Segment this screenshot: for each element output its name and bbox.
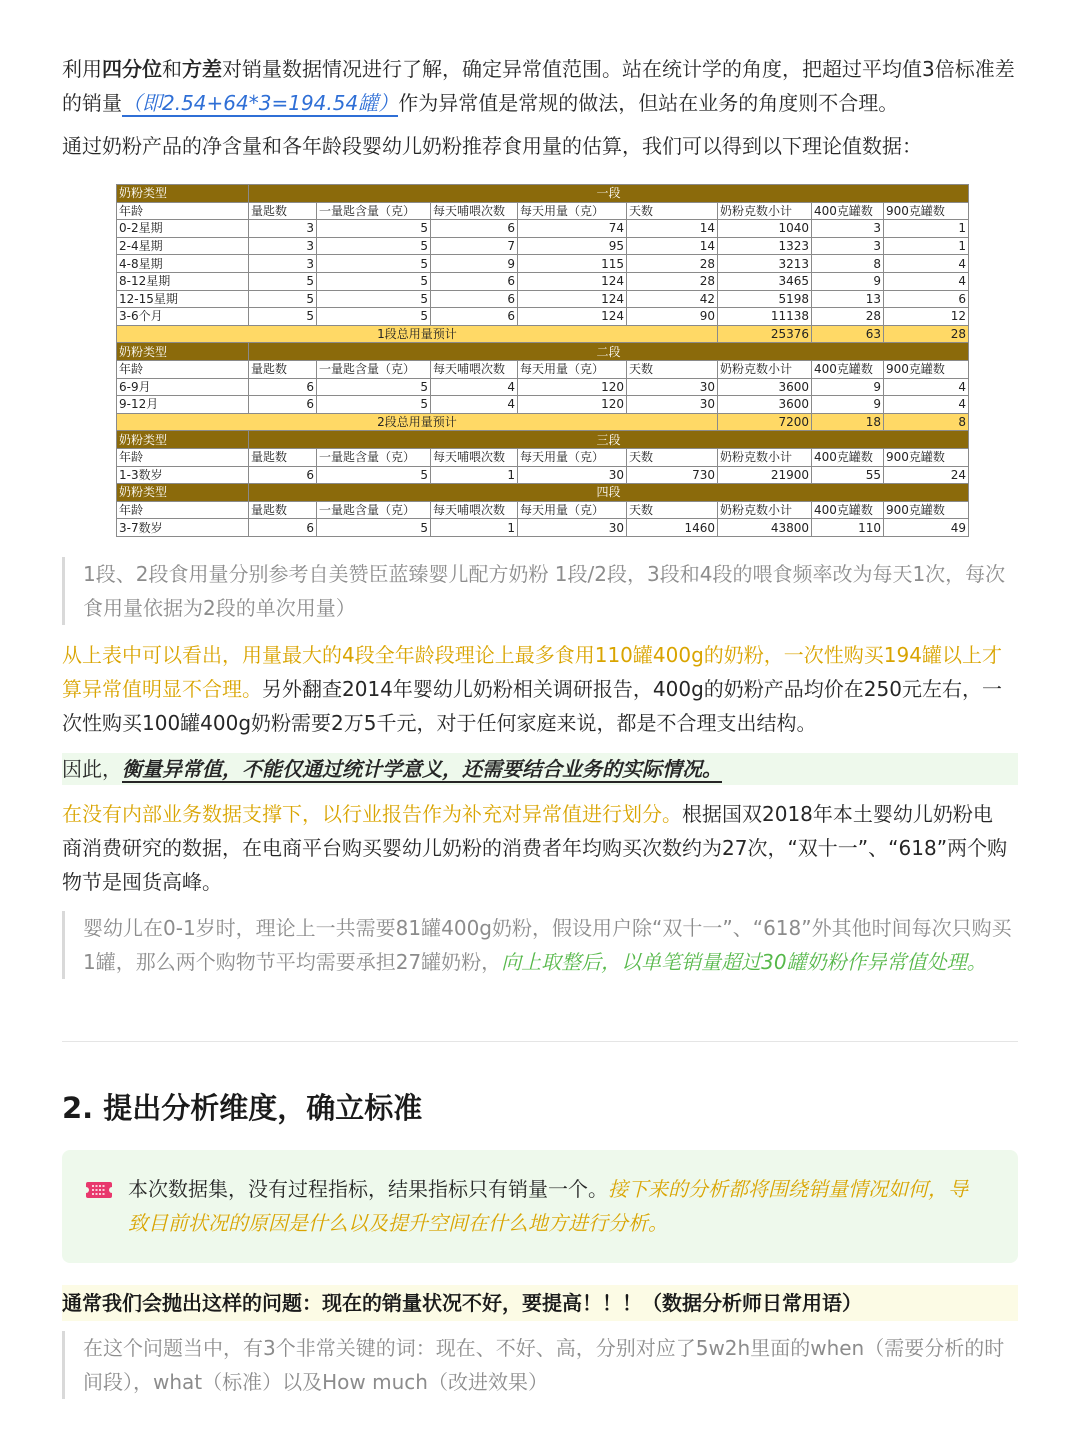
value-cell: 43800 — [718, 519, 812, 537]
column-header-cell: 奶粉克数小计 — [718, 360, 812, 378]
value-cell: 6 — [431, 220, 518, 238]
column-header-cell: 一量匙含量（克） — [317, 202, 431, 220]
total-row — [117, 325, 969, 343]
table-intro-paragraph: 通过奶粉产品的净含量和各年龄段婴幼儿奶粉推荐食用量的估算，我们可以得到以下理论值数据： — [62, 134, 922, 158]
value-cell: 3213 — [718, 255, 812, 273]
column-header-cell: 年龄 — [117, 202, 249, 220]
table-row — [117, 272, 969, 290]
value-cell: 14 — [627, 237, 718, 255]
age-cell: 4-8星期 — [117, 255, 249, 273]
value-cell: 120 — [518, 378, 627, 396]
column-header-cell: 每天用量（克） — [518, 202, 627, 220]
quartile-term: 四分位 — [102, 57, 162, 81]
age-cell: 1-3数岁 — [117, 466, 249, 484]
section-header-row — [117, 484, 969, 502]
value-cell: 13 — [812, 290, 884, 308]
value-cell: 4 — [431, 378, 518, 396]
value-cell: 11138 — [718, 308, 812, 326]
outlier-formula: （即2.54+64*3=194.54罐） — [122, 91, 399, 115]
value-cell: 5 — [317, 290, 431, 308]
total-grams-cell: 25376 — [718, 325, 812, 343]
table-row — [117, 290, 969, 308]
value-cell: 4 — [884, 396, 969, 414]
total-400g-cell: 63 — [812, 325, 884, 343]
value-cell: 9 — [812, 396, 884, 414]
stage-name-cell: 二段 — [249, 343, 969, 361]
column-header-cell: 一量匙含量（克） — [317, 360, 431, 378]
value-cell: 95 — [518, 237, 627, 255]
intro-paragraph: 利用四分位和方差对销量数据情况进行了解，确定异常值范围。站在统计学的角度，把超过平均值3倍标准差的销量（即2.54+64*3=194.54罐）作为异常值是常规的做法，但站在业务的角度则不合理。 — [62, 57, 1015, 115]
value-cell: 14 — [627, 220, 718, 238]
analysis-paragraph: 从上表中可以看出，用量最大的4段全年龄段理论上最多食用110罐400g的奶粉，一次性购买194罐以上才算异常值明显不合理。另外翻查2014年婴幼儿奶粉相关调研报告，400g的奶粉产品均价在250元左右，一次性购买100罐400g奶粉需要2万5千元，对于任何家庭来说，都是不合理支出结构。 — [62, 643, 1002, 735]
age-cell: 8-12星期 — [117, 272, 249, 290]
type-label-cell: 奶粉类型 — [117, 185, 249, 203]
value-cell: 30 — [627, 396, 718, 414]
section-header-row — [117, 343, 969, 361]
column-header-cell: 每天哺喂次数 — [431, 501, 518, 519]
value-cell: 24 — [884, 466, 969, 484]
keywords-quote: 在这个问题当中，有3个非常关键的词：现在、不好、高，分别对应了5w2h里面的when（需要分析的时间段），what（标准）以及How much（改进效果） — [62, 1331, 1020, 1399]
table-row — [117, 220, 969, 238]
total-row — [117, 413, 969, 431]
value-cell: 3 — [249, 255, 317, 273]
section-header-row — [117, 185, 969, 203]
threshold-conclusion: 向上取整后，以单笔销量超过30罐奶粉作异常值处理。 — [501, 950, 987, 974]
column-header-cell: 量匙数 — [249, 501, 317, 519]
column-header-cell: 天数 — [627, 448, 718, 466]
value-cell: 4 — [431, 396, 518, 414]
age-cell: 6-9月 — [117, 378, 249, 396]
section-header-row — [117, 431, 969, 449]
total-400g-cell: 18 — [812, 413, 884, 431]
conclusion-highlight: 因此，衡量异常值，不能仅通过统计学意义，还需要结合业务的实际情况。 — [62, 753, 1018, 785]
value-cell: 12 — [884, 308, 969, 326]
table-row — [117, 466, 969, 484]
value-cell: 6 — [431, 308, 518, 326]
total-900g-cell: 8 — [884, 413, 969, 431]
stage-name-cell: 四段 — [249, 484, 969, 502]
age-cell: 9-12月 — [117, 396, 249, 414]
type-label-cell: 奶粉类型 — [117, 431, 249, 449]
value-cell: 5 — [317, 220, 431, 238]
value-cell: 5 — [317, 519, 431, 537]
column-header-cell: 奶粉克数小计 — [718, 202, 812, 220]
age-cell: 0-2星期 — [117, 220, 249, 238]
value-cell: 3 — [249, 237, 317, 255]
column-header-row — [117, 202, 969, 220]
column-header-cell: 一量匙含量（克） — [317, 501, 431, 519]
value-cell: 6 — [249, 519, 317, 537]
value-cell: 4 — [884, 255, 969, 273]
value-cell: 3 — [812, 220, 884, 238]
value-cell: 55 — [812, 466, 884, 484]
value-cell: 5 — [249, 290, 317, 308]
metric-callout: 本次数据集，没有过程指标，结果指标只有销量一个。接下来的分析都将围绕销量情况如何，导致目前状况的原因是什么以及提升空间在什么地方进行分析。 — [62, 1150, 1018, 1263]
column-header-cell: 900克罐数 — [884, 448, 969, 466]
value-cell: 30 — [518, 466, 627, 484]
column-header-cell: 年龄 — [117, 448, 249, 466]
value-cell: 9 — [812, 378, 884, 396]
total-900g-cell: 28 — [884, 325, 969, 343]
value-cell: 124 — [518, 290, 627, 308]
column-header-cell: 天数 — [627, 501, 718, 519]
column-header-cell: 每天哺喂次数 — [431, 448, 518, 466]
column-header-cell: 年龄 — [117, 501, 249, 519]
table-row — [117, 255, 969, 273]
column-header-cell: 奶粉克数小计 — [718, 448, 812, 466]
threshold-quote: 婴幼儿在0-1岁时，理论上一共需要81罐400g奶粉，假设用户除“双十一”、“618”外其他时间每次只购买1罐，那么两个购物节平均需要承担27罐奶粉，向上取整后，以单笔销量超过30罐奶粉作异常值处理。 — [62, 911, 1020, 979]
value-cell: 30 — [627, 378, 718, 396]
age-cell: 2-4星期 — [117, 237, 249, 255]
stage-name-cell: 一段 — [249, 185, 969, 203]
value-cell: 5 — [317, 237, 431, 255]
value-cell: 74 — [518, 220, 627, 238]
industry-report-highlight: 在没有内部业务数据支撑下，以行业报告作为补充对异常值进行划分。 — [62, 802, 682, 826]
value-cell: 1460 — [627, 519, 718, 537]
value-cell: 6 — [249, 378, 317, 396]
value-cell: 115 — [518, 255, 627, 273]
value-cell: 124 — [518, 272, 627, 290]
column-header-cell: 奶粉克数小计 — [718, 501, 812, 519]
total-label-cell: 2段总用量预计 — [117, 413, 718, 431]
value-cell: 1 — [884, 220, 969, 238]
formula-usage-table — [116, 184, 968, 537]
value-cell: 120 — [518, 396, 627, 414]
type-label-cell: 奶粉类型 — [117, 343, 249, 361]
column-header-cell: 一量匙含量（克） — [317, 448, 431, 466]
ticket-icon — [86, 1182, 112, 1198]
column-header-cell: 每天用量（克） — [518, 360, 627, 378]
value-cell: 8 — [812, 255, 884, 273]
stage-name-cell: 三段 — [249, 431, 969, 449]
column-header-cell: 400克罐数 — [812, 448, 884, 466]
value-cell: 730 — [627, 466, 718, 484]
value-cell: 6 — [249, 466, 317, 484]
column-header-row — [117, 501, 969, 519]
age-cell: 3-7数岁 — [117, 519, 249, 537]
value-cell: 4 — [884, 378, 969, 396]
value-cell: 3 — [812, 237, 884, 255]
column-header-cell: 900克罐数 — [884, 202, 969, 220]
value-cell: 3465 — [718, 272, 812, 290]
table-row — [117, 378, 969, 396]
column-header-cell: 400克罐数 — [812, 202, 884, 220]
value-cell: 49 — [884, 519, 969, 537]
value-cell: 6 — [884, 290, 969, 308]
value-cell: 28 — [627, 255, 718, 273]
value-cell: 5198 — [718, 290, 812, 308]
column-header-cell: 900克罐数 — [884, 360, 969, 378]
value-cell: 5 — [317, 255, 431, 273]
value-cell: 5 — [317, 308, 431, 326]
table-row — [117, 308, 969, 326]
value-cell: 28 — [812, 308, 884, 326]
value-cell: 3 — [249, 220, 317, 238]
value-cell: 28 — [627, 272, 718, 290]
column-header-cell: 每天用量（克） — [518, 501, 627, 519]
value-cell: 110 — [812, 519, 884, 537]
value-cell: 1040 — [718, 220, 812, 238]
value-cell: 1323 — [718, 237, 812, 255]
value-cell: 1 — [431, 466, 518, 484]
column-header-cell: 每天哺喂次数 — [431, 360, 518, 378]
column-header-cell: 天数 — [627, 360, 718, 378]
column-header-cell: 量匙数 — [249, 448, 317, 466]
value-cell: 4 — [884, 272, 969, 290]
section-heading: 2. 提出分析维度，确立标准 — [62, 1091, 423, 1125]
value-cell: 30 — [518, 519, 627, 537]
value-cell: 6 — [431, 272, 518, 290]
key-finding-text: 从上表中可以看出，用量最大的4段全年龄段理论上最多食用110罐400g的奶粉，一次性购买194罐以上才算异常值明显不合理。 — [62, 643, 1002, 701]
column-header-cell: 量匙数 — [249, 202, 317, 220]
value-cell: 5 — [249, 272, 317, 290]
column-header-cell: 天数 — [627, 202, 718, 220]
column-header-cell: 每天用量（克） — [518, 448, 627, 466]
section-divider — [62, 1041, 1018, 1042]
value-cell: 5 — [249, 308, 317, 326]
column-header-cell: 900克罐数 — [884, 501, 969, 519]
value-cell: 6 — [249, 396, 317, 414]
value-cell: 3600 — [718, 396, 812, 414]
value-cell: 5 — [317, 272, 431, 290]
table-row — [117, 396, 969, 414]
total-label-cell: 1段总用量预计 — [117, 325, 718, 343]
age-cell: 3-6个月 — [117, 308, 249, 326]
callout-highlight: 接下来的分析都将围绕销量情况如何，导致目前状况的原因是什么以及提升空间在什么地方进行分析。 — [128, 1177, 968, 1235]
value-cell: 21900 — [718, 466, 812, 484]
column-header-row — [117, 360, 969, 378]
value-cell: 5 — [317, 466, 431, 484]
value-cell: 9 — [812, 272, 884, 290]
value-cell: 6 — [431, 290, 518, 308]
value-cell: 1 — [884, 237, 969, 255]
industry-report-paragraph: 在没有内部业务数据支撑下，以行业报告作为补充对异常值进行划分。根据国双2018年本土婴幼儿奶粉电商消费研究的数据，在电商平台购买婴幼儿奶粉的消费者年均购买次数约为27次，“双十一”、“618”两个购物节是囤货高峰。 — [62, 802, 1008, 894]
age-cell: 12-15星期 — [117, 290, 249, 308]
value-cell: 5 — [317, 378, 431, 396]
question-highlight: 通常我们会抛出这样的问题：现在的销量状况不好，要提高！！！（数据分析师日常用语） — [62, 1285, 1018, 1321]
total-grams-cell: 7200 — [718, 413, 812, 431]
value-cell: 90 — [627, 308, 718, 326]
table-row — [117, 237, 969, 255]
variance-term: 方差 — [182, 57, 222, 81]
column-header-cell: 400克罐数 — [812, 501, 884, 519]
column-header-row — [117, 448, 969, 466]
table-row — [117, 519, 969, 537]
value-cell: 3600 — [718, 378, 812, 396]
column-header-cell: 年龄 — [117, 360, 249, 378]
value-cell: 7 — [431, 237, 518, 255]
column-header-cell: 量匙数 — [249, 360, 317, 378]
value-cell: 42 — [627, 290, 718, 308]
column-header-cell: 每天哺喂次数 — [431, 202, 518, 220]
value-cell: 124 — [518, 308, 627, 326]
value-cell: 9 — [431, 255, 518, 273]
value-cell: 1 — [431, 519, 518, 537]
conclusion-emphasis: 衡量异常值，不能仅通过统计学意义，还需要结合业务的实际情况。 — [122, 757, 722, 781]
type-label-cell: 奶粉类型 — [117, 484, 249, 502]
value-cell: 5 — [317, 396, 431, 414]
source-note-quote: 1段、2段食用量分别参考自美赞臣蓝臻婴儿配方奶粉 1段/2段，3段和4段的喂食频率改为每天1次，每次食用量依据为2段的单次用量） — [62, 557, 1020, 625]
column-header-cell: 400克罐数 — [812, 360, 884, 378]
